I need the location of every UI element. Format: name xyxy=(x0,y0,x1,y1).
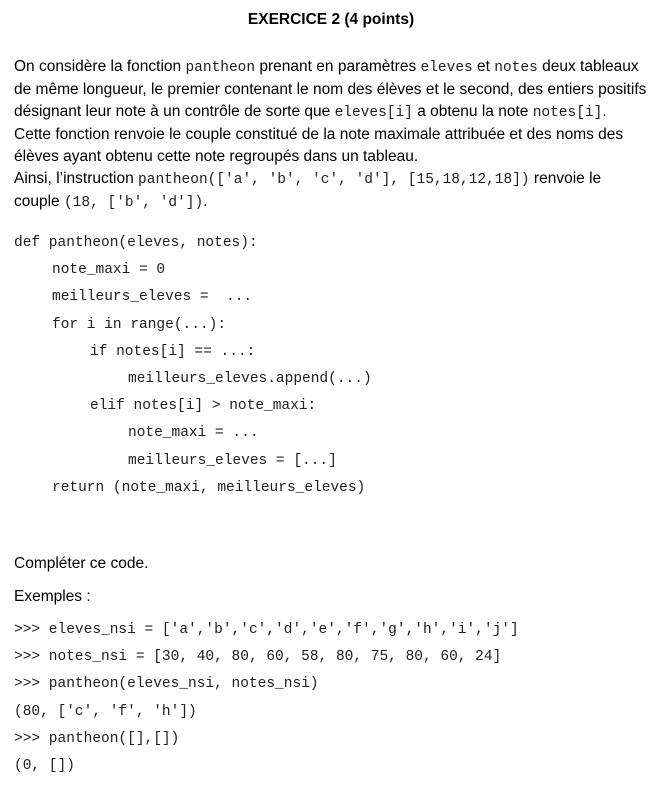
code-line: for i in range(...): xyxy=(52,316,227,333)
code-line: return (note_maxi, meilleurs_eleves) xyxy=(52,479,366,496)
inline-code-example-call: pantheon(['a', 'b', 'c', 'd'], [15,18,12,18]) xyxy=(138,172,530,188)
intro-text-10: . xyxy=(203,193,208,210)
inline-code-notes: notes xyxy=(494,60,538,76)
intro-text-6: . xyxy=(602,103,607,120)
example-line: >>> pantheon([],[]) xyxy=(14,730,180,747)
intro-text-7: Cette fonction renvoie le couple constitué de la note maximale attribuée et des noms des élèves ayant obtenu cette note regroupés dans un tableau. xyxy=(14,126,624,165)
intro-text-4: deux tableaux de même longueur, le premier contenant le nom des élèves et le second, des entiers positifs désignant leur note à un contrôle de sorte que xyxy=(14,58,647,120)
example-line: (0, []) xyxy=(14,758,75,775)
code-line: def pantheon(eleves, notes): xyxy=(14,235,258,251)
intro-text-3: et xyxy=(472,58,495,75)
code-line: note_maxi = 0 xyxy=(52,262,166,279)
code-line: elif notes[i] > note_maxi: xyxy=(90,398,317,415)
code-block xyxy=(14,230,648,502)
code-line: if notes[i] == ...: xyxy=(90,343,256,360)
inline-code-eleves: eleves xyxy=(420,60,473,76)
example-line: (80, ['c', 'f', 'h']) xyxy=(14,703,197,720)
code-line: meilleurs_eleves.append(...) xyxy=(128,371,372,388)
example-line: >>> notes_nsi = [30, 40, 80, 60, 58, 80, 75, 80, 60, 24] xyxy=(14,649,502,666)
instruction-text: Compléter ce code. xyxy=(14,555,149,573)
intro-text-5: a obtenu la note xyxy=(412,103,533,120)
code-line: meilleurs_eleves = [...] xyxy=(128,452,337,469)
inline-code-example-result: (18, ['b', 'd']) xyxy=(63,195,204,211)
inline-code-eleves-i: eleves[i] xyxy=(334,105,413,121)
intro-text-2: prenant en paramètres xyxy=(255,58,421,75)
document-page xyxy=(14,10,648,780)
exercise-title: EXERCICE 2 (4 points) xyxy=(247,11,415,28)
inline-code-pantheon: pantheon xyxy=(185,60,256,76)
inline-code-notes-i: notes[i] xyxy=(532,105,603,121)
intro-text-9: renvoie le couple xyxy=(14,170,602,210)
examples-block xyxy=(14,617,648,780)
examples-label: Exemples : xyxy=(14,588,91,606)
intro-paragraph xyxy=(14,56,648,214)
intro-text-1: On considère la fonction xyxy=(14,58,186,75)
example-line: >>> pantheon(eleves_nsi, notes_nsi) xyxy=(14,676,319,693)
code-line: note_maxi = ... xyxy=(128,425,259,442)
example-line: >>> eleves_nsi = ['a','b','c','d','e','f','g','h','i','j'] xyxy=(14,622,519,639)
intro-text-8: Ainsi, l’instruction xyxy=(14,170,139,187)
code-line: meilleurs_eleves = ... xyxy=(52,289,253,306)
